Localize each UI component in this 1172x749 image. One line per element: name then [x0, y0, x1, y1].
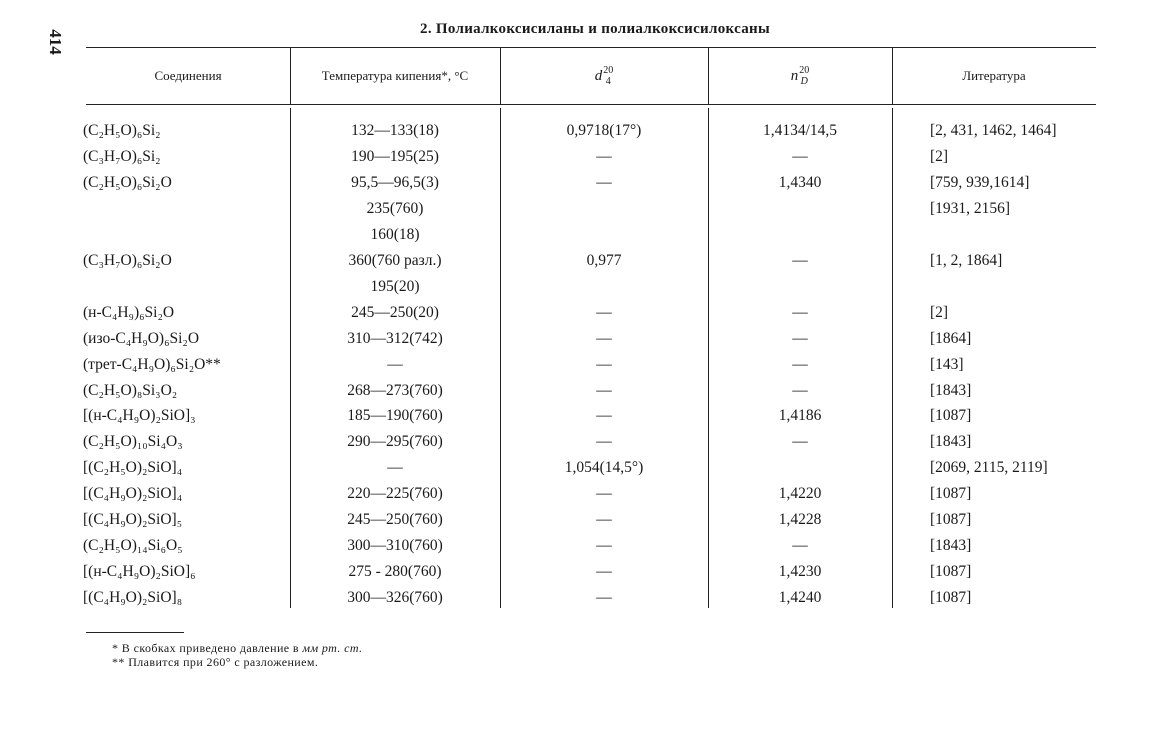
cell-boiling-point: 275 - 280(760): [348, 563, 442, 581]
cell-density: 0,977: [586, 251, 622, 269]
cell-compound: (C₂H₅O)₁₄Si₆O₅: [83, 537, 183, 555]
cell-density: —: [596, 173, 612, 191]
cell-boiling-point: 310—312(742): [347, 329, 443, 347]
cell-density: —: [596, 147, 612, 165]
cell-refraction: [708, 222, 892, 248]
cell-boiling-point: 268—273(760): [347, 381, 443, 399]
table-row: [0, 455, 1172, 481]
cell-refraction: —: [792, 537, 808, 555]
footnote-pressure: [112, 641, 363, 656]
cell-refraction: 1,4240: [778, 589, 822, 607]
cell-density: 0,9718(17°): [566, 122, 642, 139]
cell-literature: [1087]: [930, 407, 972, 425]
cell-literature: [2]: [930, 303, 949, 321]
cell-refraction: [708, 455, 892, 481]
cell-literature: [1931, 2156]: [930, 199, 1011, 217]
cell-literature: [1087]: [930, 563, 972, 581]
cell-compound: [(C₄H₉O)₂SiO]₄: [83, 485, 183, 503]
cell-literature: [143]: [930, 355, 964, 373]
table-row: [0, 481, 1172, 507]
page-number: 414: [46, 29, 65, 55]
cell-compound: (трет-C₄H₉O)₆Si₂O**: [83, 355, 221, 373]
cell-boiling-point: 185—190(760): [347, 407, 443, 425]
cell-compound: [(C₄H₉O)₂SiO]₅: [83, 511, 183, 529]
cell-refraction: 1,4340: [778, 173, 822, 191]
cell-refraction: —: [792, 251, 808, 269]
cell-literature: [1087]: [930, 511, 972, 529]
cell-literature: [2069, 2115, 2119]: [930, 459, 1048, 477]
density-sub: 4: [605, 76, 611, 87]
cell-density: —: [596, 433, 612, 451]
cell-boiling-point: 195(20): [370, 277, 420, 295]
cell-density: —: [596, 563, 612, 581]
table-row: [0, 378, 1172, 404]
cell-density: —: [596, 355, 612, 373]
cell-density: —: [596, 537, 612, 555]
cell-refraction: —: [792, 329, 808, 347]
footnote-pressure-unit: мм рт. ст.: [302, 641, 363, 655]
cell-boiling-point: 95,5—96,5(3): [351, 173, 439, 191]
footnote-rule: [86, 632, 184, 633]
header-refraction: [708, 48, 892, 104]
cell-density: [500, 274, 708, 300]
cell-refraction: 1,4230: [778, 563, 822, 581]
table-row: [0, 222, 1172, 248]
cell-boiling-point: 160(18): [370, 225, 420, 243]
cell-boiling-point: 300—326(760): [347, 589, 443, 607]
cell-boiling-point: 190—195(25): [351, 147, 439, 165]
cell-literature: [1843]: [930, 537, 972, 555]
cell-compound: (C₂H₅O)₈Si₃O₂: [83, 381, 178, 399]
cell-literature: [759, 939,1614]: [930, 173, 1030, 191]
table-row: [0, 585, 1172, 611]
table-header-rule: [86, 104, 1096, 105]
cell-literature: [1, 2, 1864]: [930, 251, 1003, 269]
density-symbol: d: [594, 67, 603, 84]
cell-compound: [(C₂H₅O)₂SiO]₄: [83, 459, 183, 477]
table-row: [0, 274, 1172, 300]
cell-compound: (C₃H₇O)₆Si₂: [83, 147, 161, 165]
cell-literature: [2, 431, 1462, 1464]: [930, 122, 1057, 139]
table-row: [0, 507, 1172, 533]
cell-refraction: [708, 196, 892, 222]
cell-refraction: 1,4220: [778, 485, 822, 503]
cell-compound: [(C₄H₉O)₂SiO]₈: [83, 589, 183, 607]
cell-density: —: [596, 511, 612, 529]
table-row: [0, 170, 1172, 196]
cell-boiling-point: —: [387, 459, 403, 477]
cell-literature: [1087]: [930, 485, 972, 503]
cell-density: —: [596, 589, 612, 607]
cell-compound: (C₃H₇O)₆Si₂O: [83, 251, 172, 269]
cell-refraction: 1,4228: [778, 511, 822, 529]
cell-compound: (C₂H₅O)₆Si₂O: [83, 173, 172, 191]
cell-literature: [2]: [930, 147, 949, 165]
cell-density: —: [596, 329, 612, 347]
cell-density: —: [596, 485, 612, 503]
cell-compound: (C₂H₅O)₆Si₂: [83, 122, 161, 139]
table-row: [0, 144, 1172, 170]
header-literature: Литература: [962, 68, 1026, 83]
refraction-symbol: n: [790, 67, 799, 84]
footnote-pressure-text: * В скобках приведено давление в: [112, 641, 303, 655]
cell-compound: [(н-C₄H₉O)₂SiO]₃: [83, 407, 196, 425]
cell-boiling-point: 132—133(18): [351, 122, 439, 139]
cell-boiling-point: 220—225(760): [347, 485, 443, 503]
header-boiling-point: Температура кипения*, °С: [321, 68, 469, 83]
cell-refraction: —: [792, 433, 808, 451]
cell-boiling-point: 300—310(760): [347, 537, 443, 555]
cell-density: —: [596, 303, 612, 321]
cell-refraction: [708, 274, 892, 300]
header-density: [500, 48, 708, 104]
cell-boiling-point: —: [387, 355, 403, 373]
table-row: [0, 429, 1172, 455]
cell-refraction: 1,4134/14,5: [762, 122, 838, 139]
table-row: [0, 559, 1172, 585]
cell-density: [500, 196, 708, 222]
cell-refraction: —: [792, 147, 808, 165]
table-row: [0, 196, 1172, 222]
cell-boiling-point: 360(760 разл.): [348, 251, 442, 269]
cell-density: 1,054(14,5°): [564, 459, 644, 477]
cell-compound: [(н-C₄H₉O)₂SiO]₆: [83, 563, 196, 581]
cell-density: —: [596, 381, 612, 399]
table-row: [0, 248, 1172, 274]
cell-density: [500, 222, 708, 248]
cell-literature: [1864]: [930, 329, 972, 347]
table-row: [0, 300, 1172, 326]
cell-compound: (изо-C₄H₉O)₆Si₂O: [83, 329, 200, 347]
cell-boiling-point: 245—250(20): [351, 303, 439, 321]
cell-compound: (н-C₄H₉)₆Si₂O: [83, 303, 175, 321]
table-row: [0, 533, 1172, 559]
footnote-melting: ** Плавится при 260° с разложением.: [112, 655, 319, 669]
cell-refraction: —: [792, 355, 808, 373]
cell-refraction: —: [792, 303, 808, 321]
table-row: [0, 403, 1172, 429]
refraction-sup: 20: [799, 65, 810, 76]
refraction-sub: D: [800, 76, 808, 87]
cell-refraction: 1,4186: [778, 407, 822, 425]
header-compound: Соединения: [154, 68, 222, 83]
cell-boiling-point: 290—295(760): [347, 433, 443, 451]
cell-literature: [1087]: [930, 589, 972, 607]
cell-literature: [1843]: [930, 433, 972, 451]
cell-literature: [1843]: [930, 381, 972, 399]
cell-refraction: —: [792, 381, 808, 399]
page-title: 2. Полиалкоксисиланы и полиалкоксисилоксаны: [420, 21, 770, 37]
table-row: [0, 118, 1172, 144]
cell-boiling-point: 235(760): [366, 199, 424, 217]
cell-boiling-point: 245—250(760): [347, 511, 443, 529]
table-row: [0, 326, 1172, 352]
density-sup: 20: [603, 65, 614, 76]
cell-compound: (C₂H₅O)₁₀Si₄O₃: [83, 433, 183, 451]
table-row: [0, 352, 1172, 378]
cell-density: —: [596, 407, 612, 425]
